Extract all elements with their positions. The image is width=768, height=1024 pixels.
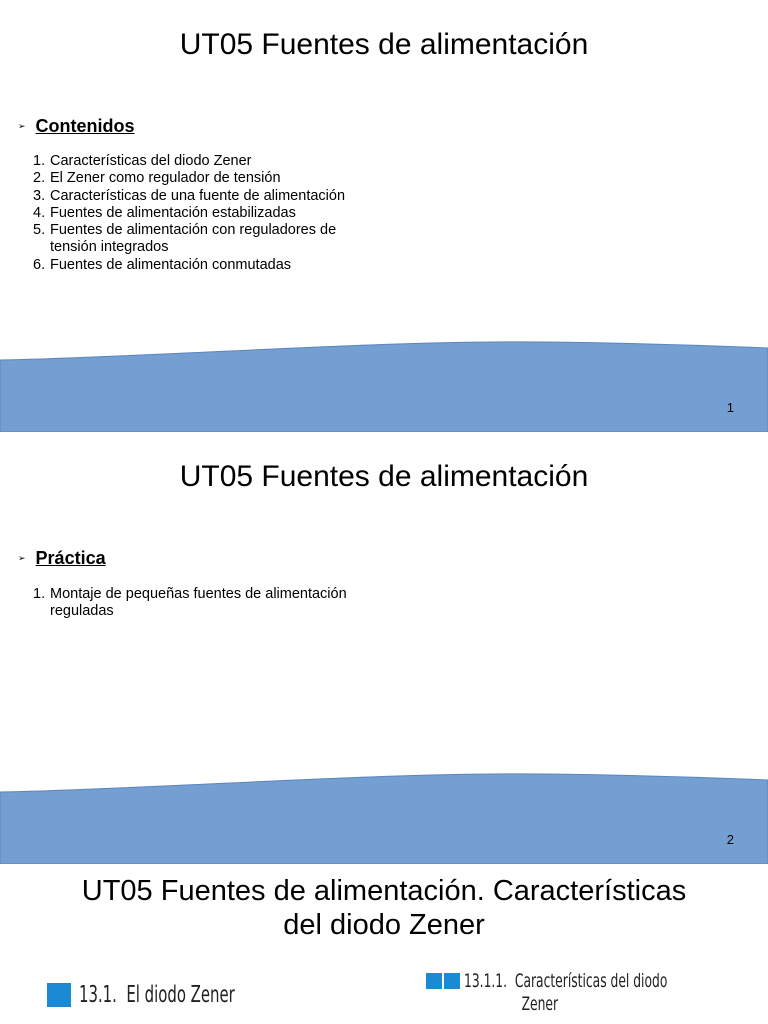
- blue-square-icon: [47, 983, 71, 1007]
- slide-title-line-2: del diodo Zener: [283, 909, 485, 941]
- book-section-heading: [47, 982, 295, 1008]
- list-item: 5. Fuentes de alimentación con reguladores de tensión integrados: [33, 222, 337, 256]
- list-item: 6. Fuentes de alimentación conmutadas: [33, 256, 292, 273]
- blue-square-icon: [444, 973, 460, 989]
- book-section-text: 13.1. El diodo Zener: [79, 982, 235, 1008]
- list-item: 2. El Zener como regulador de tensión: [33, 170, 281, 187]
- slide-title: UT05 Fuentes de alimentación: [179, 28, 589, 61]
- arrow-bullet-icon: ➢: [18, 121, 26, 131]
- wave-decoration: [0, 432, 768, 864]
- list-item: 4. Fuentes de alimentación estabilizadas: [33, 204, 296, 221]
- blue-square-icon: [426, 973, 442, 989]
- wave-decoration: [0, 0, 768, 432]
- slide-title-line-1: UT05 Fuentes de alimentación. Características: [81, 875, 687, 907]
- section-heading: Práctica: [35, 548, 106, 568]
- page-number: 1: [726, 400, 734, 415]
- slide-3: [0, 864, 768, 1024]
- slide-1: [0, 0, 768, 432]
- section-heading: Contenidos: [35, 116, 135, 136]
- arrow-bullet-icon: ➢: [18, 553, 26, 563]
- list-item: 3. Características de una fuente de alimentación: [33, 187, 346, 204]
- slide-2: [0, 432, 768, 864]
- page-number: 2: [726, 832, 734, 847]
- slide-title: UT05 Fuentes de alimentación: [179, 460, 589, 493]
- list-item: 1. Características del diodo Zener: [33, 153, 252, 169]
- list-item: 1. Montaje de pequeñas fuentes de alimentación reguladas: [33, 586, 347, 620]
- book-subsection-heading: [426, 970, 746, 1016]
- book-subsection-text: 13.1.1. Características del diodo Zener: [464, 970, 668, 1015]
